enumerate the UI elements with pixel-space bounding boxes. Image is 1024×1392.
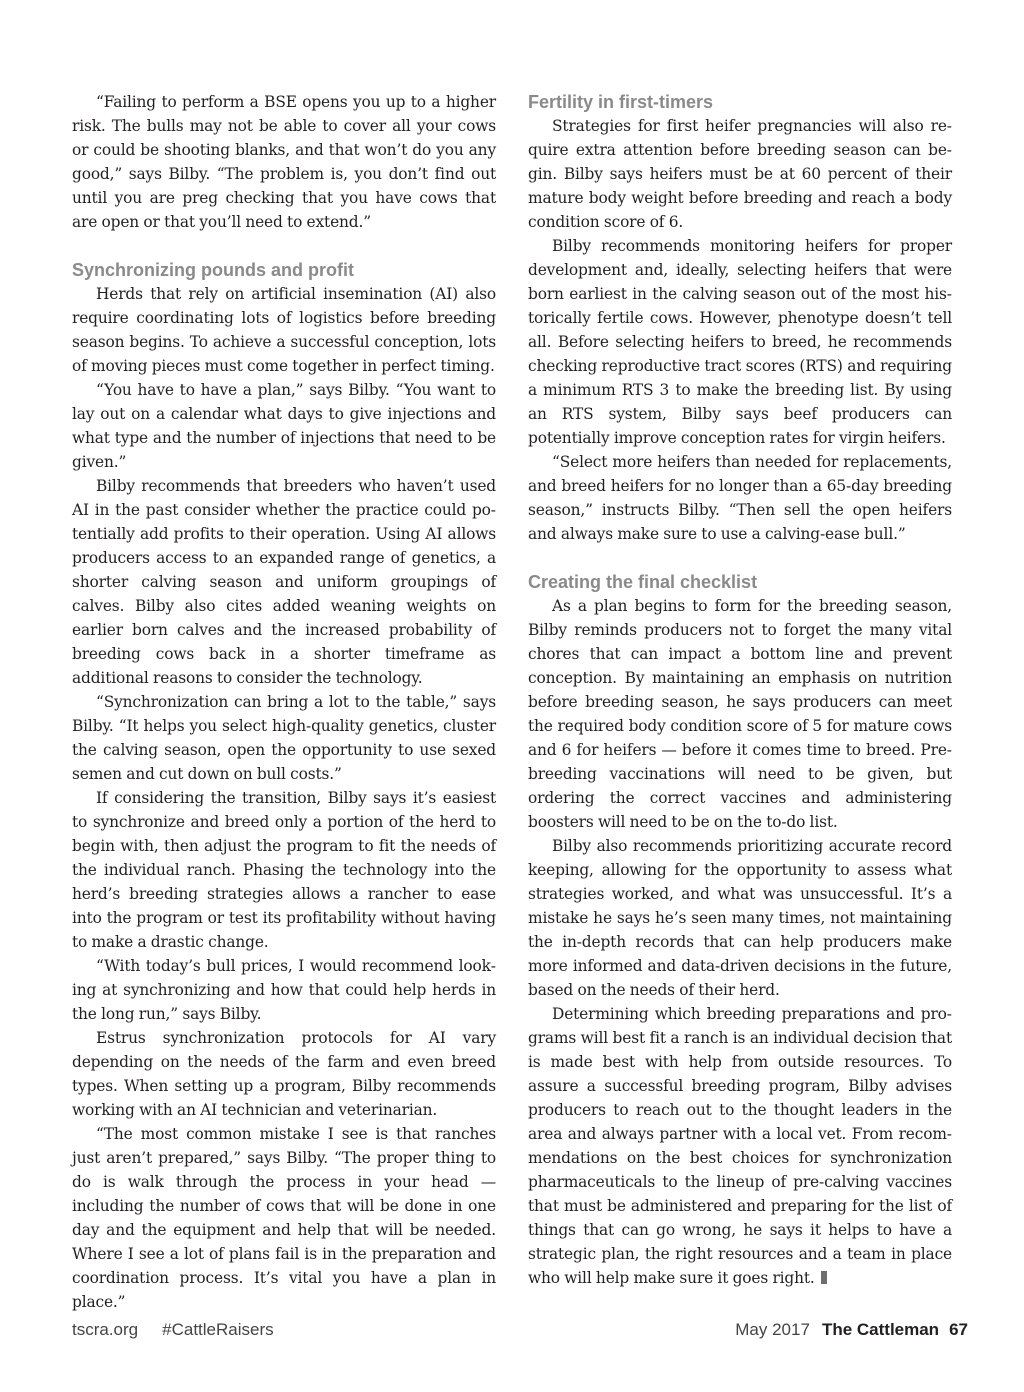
body-paragraph: “Select more heifers than needed for replacements, and breed heifers for no longer than a 65-day breeding season,” instructs Bilby. “Then sell the open heifers and always make sure to use a calving-ease bull.” — [528, 453, 952, 543]
body-paragraph: Strategies for first heifer pregnancies will also require extra attention before breeding season can begin. Bilby says heifers must be at 60 percent of their mature body weight before breeding and reach a body condition score of 6. — [528, 117, 952, 231]
end-of-article-icon — [821, 1271, 827, 1284]
body-paragraph: If considering the transition, Bilby says it’s easiest to synchronize and breed only a portion of the herd to begin with, then adjust the program to fit the needs of the individual ranch. Phasing the technology into the herd’s breeding strategies allows a rancher to ease into the program or test its profitability without having to make a drastic change. — [72, 789, 496, 951]
footer-website: tscra.org — [72, 1320, 139, 1339]
section-heading-fertility: Fertility in first-timers — [528, 92, 714, 112]
body-paragraph: “Synchronization can bring a lot to the table,” says Bilby. “It helps you select high-quality genetics, cluster the calving season, open the opportunity to use sexed semen and cut down on bull costs.” — [72, 693, 496, 783]
footer-publication-name: The Cattleman — [821, 1320, 940, 1339]
intro-paragraph: “Failing to perform a BSE opens you up to a higher risk. The bulls may not be able to cover all your cows or could be shooting blanks, and that won’t do you any good,” says Bilby. “The problem is, you don’t find out until you are preg checking that you have cows that are open or that you’ll need to extend.” — [72, 93, 496, 231]
body-paragraph: As a plan begins to form for the breeding season, Bilby reminds producers not to forget the many vital chores that can impact a bottom line and prevent conception. By maintaining an emphasis on nutrition before breeding season, he says producers can meet the required body condition score of 5 for mature cows and 6 for heifers — before it comes time to breed. Prebreeding vaccinations will need to be given, but ordering the correct vaccines and administering boosters will need to be on the to-do list. — [528, 597, 952, 831]
final-paragraph-text: Determining which breeding preparations and programs will best fit a ranch is an individual decision that is made best with help from outside resources. To assure a successful breeding program, Bilby advises producers to reach out to the thought leaders in the area and always partner with a local vet. From recommendations on the best choices for synchronization pharmaceuticals to the lineup of pre-calving vaccines that must be administered and preparing for the list of things that can go wrong, he says it helps to have a strategic plan, the right resources and a team in place who will help make sure it goes right. — [528, 1005, 952, 1287]
footer-right — [735, 1318, 968, 1342]
section-heading-checklist: Creating the final checklist — [528, 572, 758, 592]
footer-left — [72, 1318, 274, 1342]
body-paragraph: Bilby recommends that breeders who haven’t used AI in the past consider whether the practice could potentially add profits to their operation. Using AI allows producers access to an expanded range of genetics, a shorter calving season and uniform groupings of calves. Bilby also cites added weaning weights on earlier born calves and the increased probability of breeding cows back in a shorter timeframe as additional reasons to consider the technology. — [72, 477, 496, 687]
body-paragraph: “You have to have a plan,” says Bilby. “You want to lay out on a calendar what days to give injections and what type and the number of injections that need to be given.” — [72, 381, 496, 471]
body-paragraph: Herds that rely on artificial insemination (AI) also require coordinating lots of logistics before breeding season begins. To achieve a successful conception, lots of moving pieces must come together in perfect timing. — [72, 285, 496, 375]
body-paragraph: Bilby also recommends prioritizing accurate record keeping, allowing for the opportunity to assess what strategies worked, and what was unsuccessful. It’s a mistake he says he’s seen many times, not maintaining the in-depth records that can help producers make more informed and data-driven decisions in the future, based on the needs of their herd. — [528, 837, 952, 999]
footer-issue-date: May 2017 — [735, 1320, 810, 1339]
body-paragraph: Estrus synchronization protocols for AI vary depending on the needs of the farm and even breed types. When setting up a program, Bilby recommends working with an AI technician and veterinarian. — [72, 1029, 496, 1119]
page-footer — [72, 1318, 968, 1342]
body-paragraph: “With today’s bull prices, I would recommend looking at synchronizing and how that could help herds in the long run,” says Bilby. — [72, 957, 496, 1023]
footer-page-number: 67 — [949, 1320, 968, 1339]
right-column — [528, 90, 952, 1290]
left-column — [72, 90, 496, 1314]
final-paragraph — [528, 1002, 952, 1290]
body-paragraph: Bilby recommends monitoring heifers for proper development and, ideally, selecting heifers that were born earliest in the calving season out of the most historically fertile cows. However, phenotype doesn’t tell all. Before selecting heifers to breed, he recommends checking reproductive tract scores (RTS) and requiring a minimum RTS 3 to make the breeding list. By using an RTS system, Bilby says beef producers can potentially improve conception rates for virgin heifers. — [528, 237, 952, 447]
footer-hashtag: #CattleRaisers — [162, 1320, 274, 1339]
section-heading-synchronizing: Synchronizing pounds and profit — [72, 260, 354, 280]
body-paragraph: “The most common mistake I see is that ranches just aren’t prepared,” says Bilby. “The proper thing to do is walk through the process in your head — including the number of cows that will be done in one day and the equipment and help that will be needed. Where I see a lot of plans fail is in the preparation and coordination process. It’s vital you have a plan in place.” — [72, 1125, 496, 1311]
